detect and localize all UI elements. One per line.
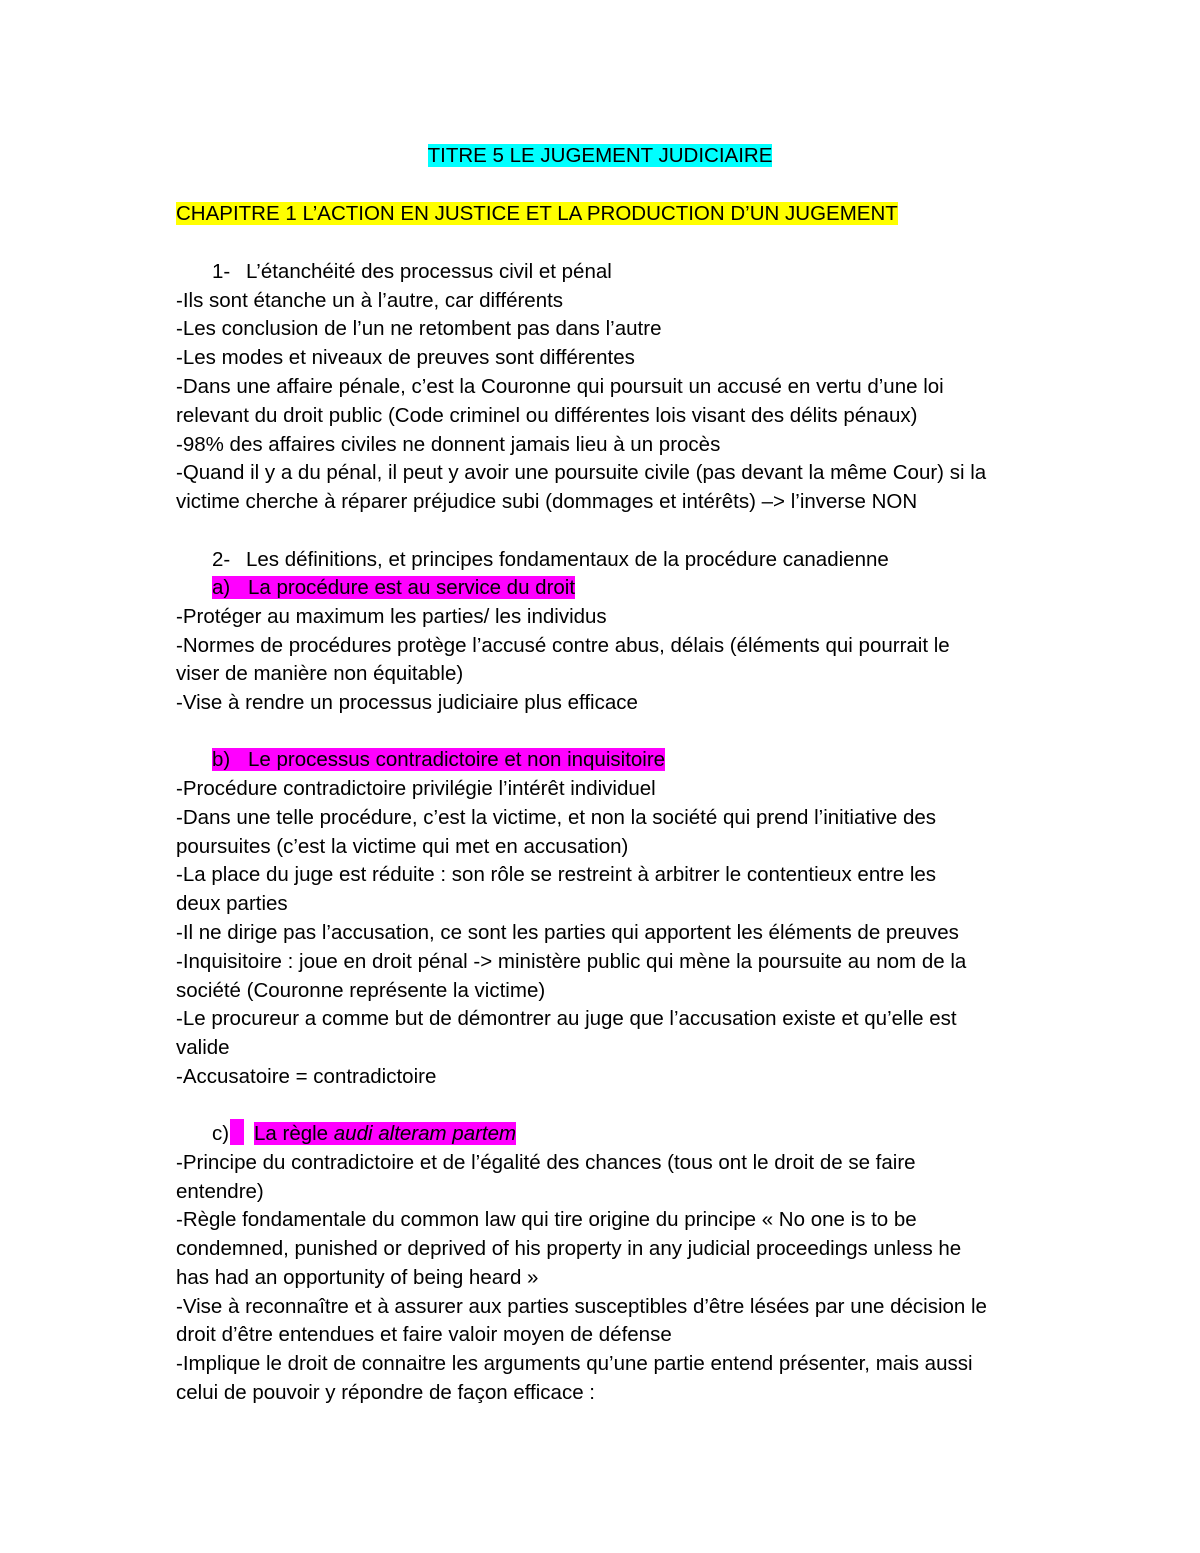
subsection-c-line: -Implique le droit de connaitre les arguments qu’une partie entend présenter, mais aussi [176, 1352, 973, 1375]
subsection-a-line: -Protéger au maximum les parties/ les individus [176, 605, 607, 628]
subsection-b-heading [212, 745, 665, 774]
subsection-a-line: -Vise à rendre un processus judiciaire plus efficace [176, 691, 638, 714]
section-1-line: -98% des affaires civiles ne donnent jamais lieu à un procès [176, 433, 721, 456]
subsection-c-highlight [254, 1122, 516, 1145]
subsection-c-line: -Règle fondamentale du common law qui tire origine du principe « No one is to be [176, 1208, 917, 1231]
subsection-c-title-italic: audi alteram partem [333, 1122, 517, 1145]
subsection-c-line: has had an opportunity of being heard » [176, 1266, 539, 1289]
subsection-b-line: -Le procureur a comme but de démontrer au juge que l’accusation existe et qu’elle est [176, 1007, 957, 1030]
subsection-a-title: La procédure est au service du droit [248, 576, 576, 599]
subsection-b-line: deux parties [176, 892, 288, 915]
subsection-c-line: condemned, punished or deprived of his property in any judicial proceedings unless he [176, 1237, 962, 1260]
subsection-a-line: viser de manière non équitable) [176, 662, 464, 685]
chapter-text: CHAPITRE 1 L’ACTION EN JUSTICE ET LA PRODUCTION D’UN JUGEMENT [176, 202, 898, 225]
subsection-c-line: droit d’être entendues et faire valoir moyen de défense [176, 1323, 672, 1346]
subsection-b-title: Le processus contradictoire et non inquisitoire [248, 748, 666, 771]
subsection-b-line: -Procédure contradictoire privilégie l’intérêt individuel [176, 777, 656, 800]
subsection-b-line: -La place du juge est réduite : son rôle se restreint à arbitrer le contentieux entre les [176, 863, 937, 886]
subsection-b-line: poursuites (c’est la victime qui met en accusation) [176, 835, 629, 858]
section-2-number: 2- [212, 548, 231, 571]
section-1-title: L’étanchéité des processus civil et pénal [246, 260, 612, 283]
subsection-b-line: -Accusatoire = contradictoire [176, 1065, 437, 1088]
section-1-number: 1- [212, 260, 231, 283]
section-1-line: -Quand il y a du pénal, il peut y avoir une poursuite civile (pas devant la même Cour) si la [176, 461, 987, 484]
section-1-line: -Dans une affaire pénale, c’est la Couronne qui poursuit un accusé en vertu d’une loi [176, 375, 944, 398]
subsection-a-heading [212, 573, 575, 602]
subsection-b-line: -Dans une telle procédure, c’est la victime, et non la société qui prend l’initiative des [176, 806, 937, 829]
document-title [0, 141, 1200, 170]
subsection-c-line: celui de pouvoir y répondre de façon efficace : [176, 1381, 595, 1404]
subsection-b-line: -Il ne dirige pas l’accusation, ce sont les parties qui apportent les éléments de preuves [176, 921, 959, 944]
section-1-line: -Les modes et niveaux de preuves sont différentes [176, 346, 635, 369]
subsection-a-highlight [212, 576, 575, 599]
subsection-c-title-prefix: La règle [254, 1122, 334, 1145]
section-1-line: victime cherche à réparer préjudice subi (dommages et intérêts) –> l’inverse NON [176, 490, 918, 513]
subsection-b-line: société (Couronne représente la victime) [176, 979, 546, 1002]
section-1-line: relevant du droit public (Code criminel ou différentes lois visant des délits pénaux) [176, 404, 918, 427]
title-text: TITRE 5 LE JUGEMENT JUDICIAIRE [427, 144, 773, 167]
subsection-c-heading [212, 1119, 516, 1148]
section-1-line: -Les conclusion de l’un ne retombent pas dans l’autre [176, 317, 662, 340]
subsection-a-letter: a) [212, 576, 231, 599]
subsection-b-line: valide [176, 1036, 230, 1059]
highlight-marker [230, 1119, 244, 1145]
subsection-b-highlight [212, 748, 665, 771]
section-1-heading [212, 257, 612, 286]
section-1-line: -Ils sont étanche un à l’autre, car différents [176, 289, 564, 312]
subsection-c-line: -Vise à reconnaître et à assurer aux parties susceptibles d’être lésées par une décision le [176, 1295, 987, 1318]
chapter-heading [176, 199, 898, 228]
subsection-c-line: entendre) [176, 1180, 264, 1203]
section-2-heading [212, 545, 889, 574]
subsection-b-line: -Inquisitoire : joue en droit pénal -> ministère public qui mène la poursuite au nom de la [176, 950, 967, 973]
subsection-a-line: -Normes de procédures protège l’accusé contre abus, délais (éléments qui pourrait le [176, 634, 950, 657]
subsection-c-line: -Principe du contradictoire et de l’égalité des chances (tous ont le droit de se faire [176, 1151, 916, 1174]
subsection-c-letter: c) [212, 1122, 230, 1145]
section-2-title: Les définitions, et principes fondamentaux de la procédure canadienne [246, 548, 889, 571]
subsection-b-letter: b) [212, 748, 231, 771]
